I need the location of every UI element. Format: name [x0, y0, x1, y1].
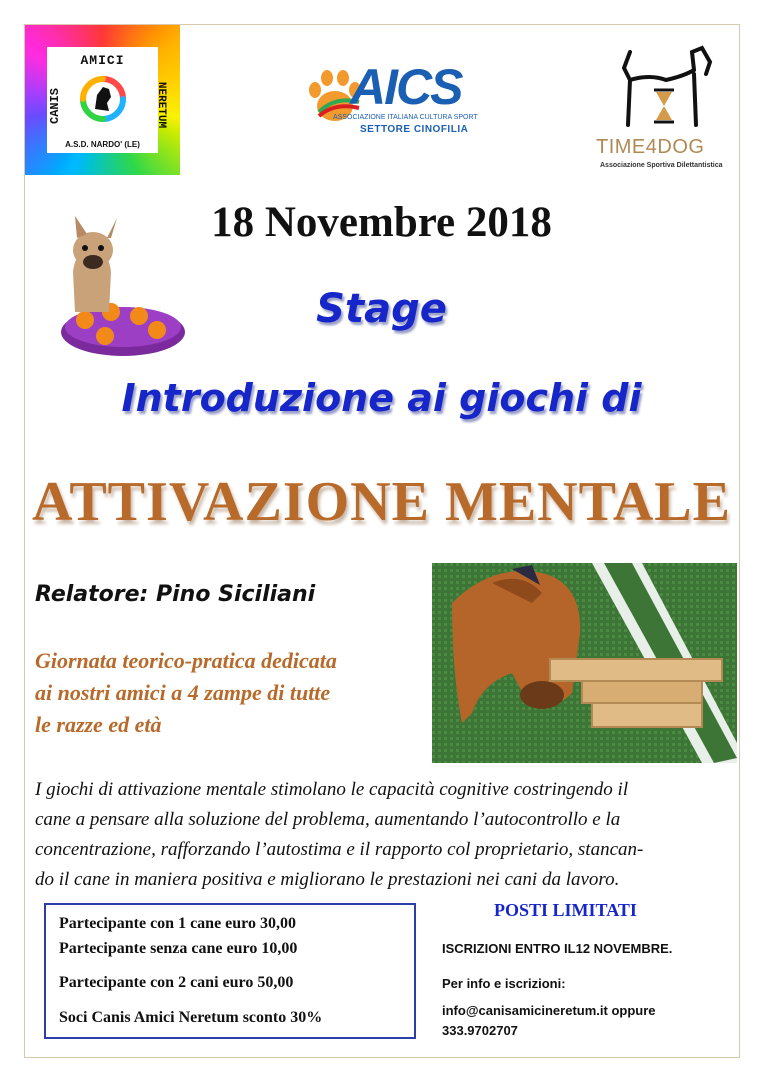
event-date: 18 Novembre 2018 — [211, 199, 552, 246]
dog-silhouette-icon — [77, 73, 129, 125]
description-line: cane a pensare alla soluzione del problema, aumentando l’autocontrollo e la — [35, 809, 621, 830]
speaker: Relatore: Pino Siciliani — [35, 582, 316, 607]
contact-email: info@canisamicineretum.it oppure — [442, 1003, 656, 1018]
registration-deadline: ISCRIZIONI ENTRO IL12 NOVEMBRE. — [442, 941, 673, 956]
logo-text-neretum: NERETUM — [154, 81, 167, 129]
event-intro: Introduzione ai giochi di — [121, 376, 642, 420]
price-line: Partecipante senza cane euro 10,00 — [59, 940, 298, 957]
event-topic: ATTIVAZIONE MENTALE — [32, 471, 731, 533]
description-line: do il cane in maniera positiva e migliorano le prestazioni nei cani da lavoro. — [35, 869, 620, 890]
description-line: I giochi di attivazione mentale stimolano le capacità cognitive costringendo il — [35, 779, 629, 800]
time4dog-subtitle: Associazione Sportiva Dilettantistica — [600, 162, 723, 169]
price-line: Soci Canis Amici Neretum sconto 30% — [59, 1009, 323, 1026]
aics-name: AICS — [350, 59, 462, 115]
aics-sector: SETTORE CINOFILIA — [360, 124, 469, 135]
event-subtitle — [35, 645, 415, 741]
logo-text-asd: A.S.D. NARDO' (LE) — [65, 140, 140, 149]
dog-hourglass-icon — [610, 40, 720, 135]
logo-text-amici: AMICI — [80, 53, 125, 68]
info-label: Per info e iscrizioni: — [442, 976, 566, 991]
price-box — [44, 903, 416, 1039]
aics-logo — [305, 58, 480, 138]
aics-subtitle: ASSOCIAZIONE ITALIANA CULTURA SPORT — [333, 114, 478, 121]
time4dog-name: TIME4DOG — [596, 136, 705, 158]
time4dog-logo — [590, 40, 735, 180]
contact-phone: 333.9702707 — [442, 1023, 518, 1038]
event-type: Stage — [316, 286, 447, 332]
subtitle-line: Giornata teorico-pratica dedicata — [35, 648, 337, 673]
limited-seats: POSTI LIMITATI — [494, 900, 637, 920]
dog-sniffing-photo — [432, 563, 737, 763]
description — [35, 775, 735, 895]
logo-text-canis: CANIS — [48, 87, 63, 125]
price-line: Partecipante con 2 cani euro 50,00 — [59, 974, 294, 991]
subtitle-line: le razze ed età — [35, 712, 162, 737]
price-line: Partecipante con 1 cane euro 30,00 — [59, 915, 296, 932]
description-line: concentrazione, rafforzando l’autostima e il rapporto col proprietario, stancan- — [35, 839, 644, 860]
canis-amici-neretum-logo — [25, 25, 180, 175]
subtitle-line: ai nostri amici a 4 zampe di tutte — [35, 680, 331, 705]
